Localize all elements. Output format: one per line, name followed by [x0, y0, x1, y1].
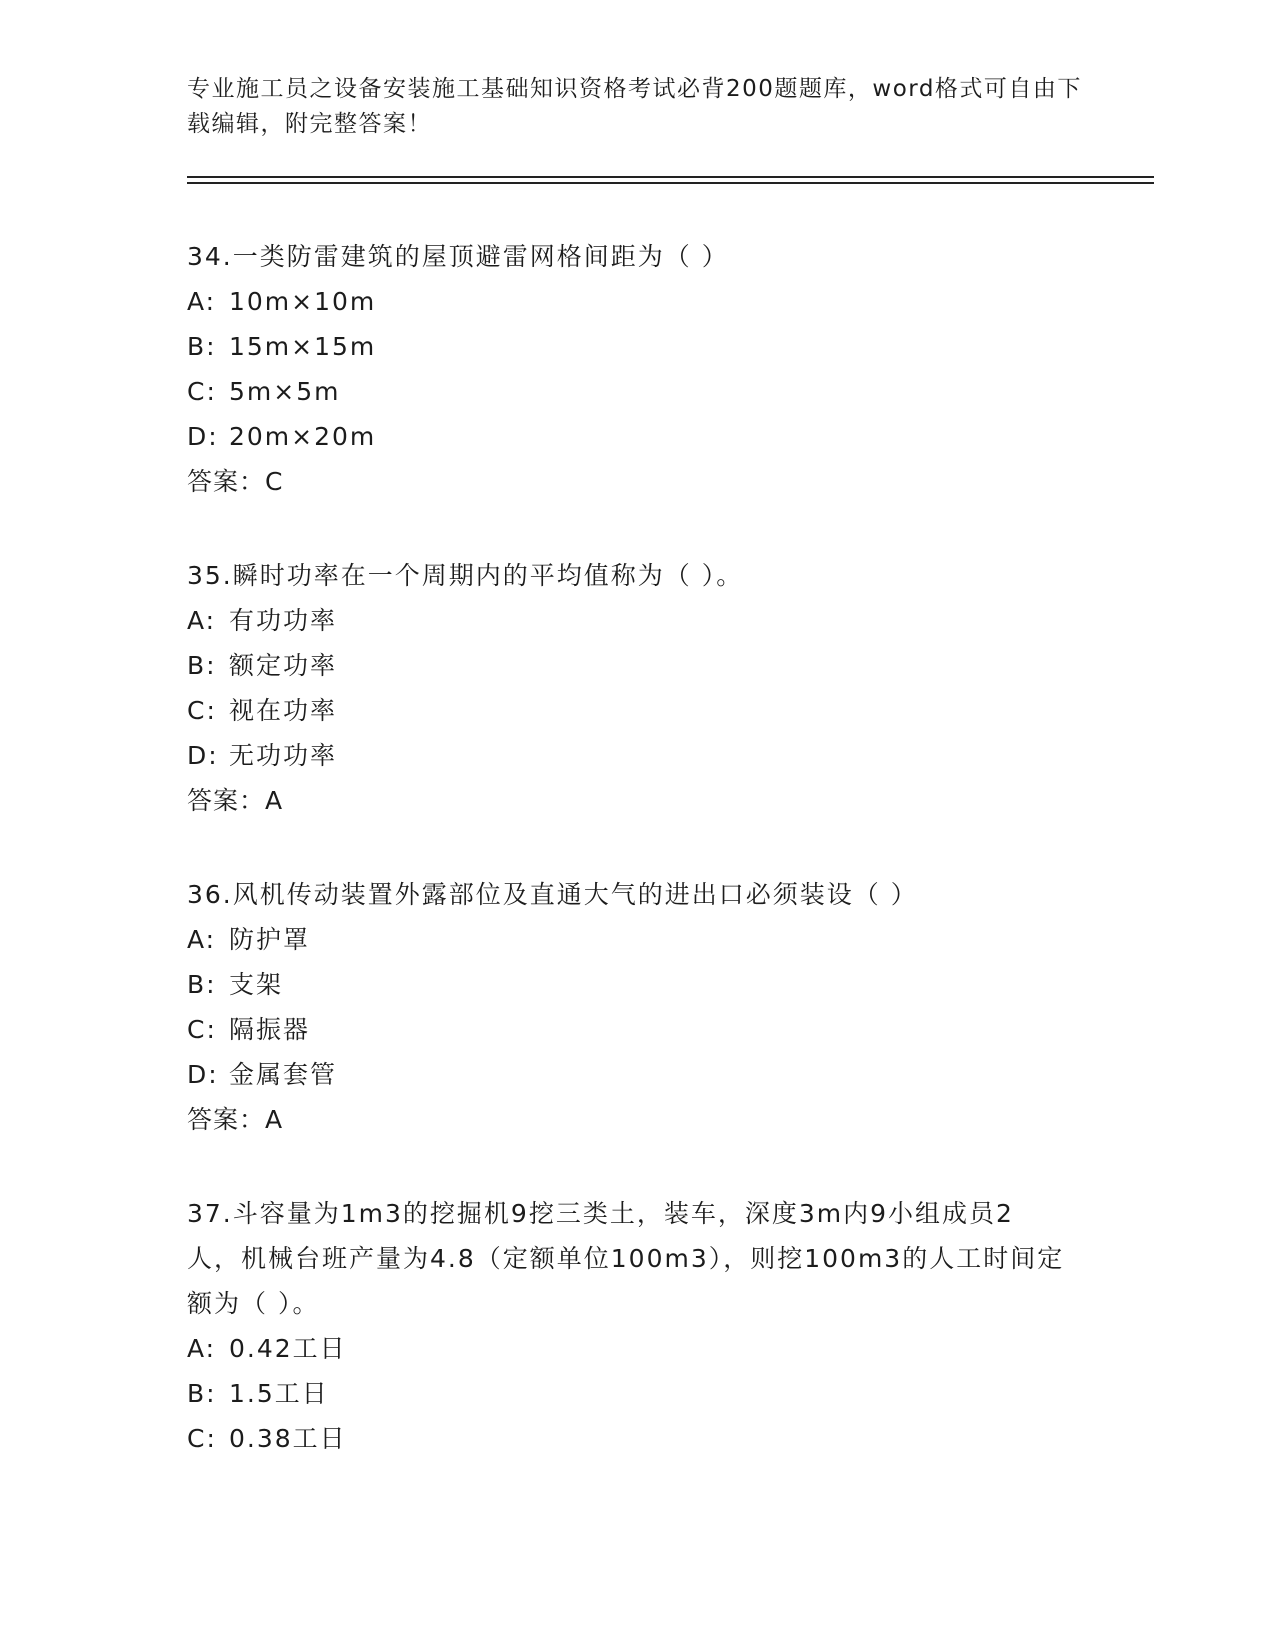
option-text: 隔振器	[229, 1015, 311, 1044]
option-text: 0.38工日	[229, 1424, 347, 1453]
option-letter: D:	[187, 1060, 219, 1089]
document-header	[187, 72, 1087, 142]
option-c	[187, 369, 1087, 414]
option-text: 5m×5m	[229, 377, 341, 406]
question-37	[187, 1191, 1087, 1461]
question-35	[187, 553, 1087, 823]
document-title: 专业施工员之设备安装施工基础知识资格考试必背200题题库，word格式可自由下载编辑，附完整答案！	[187, 76, 1082, 137]
option-b	[187, 643, 1087, 688]
question-text: 37.斗容量为1m3的挖掘机9挖三类土，装车，深度3m内9小组成员2人，机械台班产量为4.8（定额单位100m3），则挖100m3的人工时间定额为（ ）。	[187, 1199, 1065, 1318]
option-letter: A:	[187, 606, 217, 635]
option-text: 15m×15m	[229, 332, 377, 361]
option-d	[187, 1052, 1087, 1097]
option-text: 0.42工日	[229, 1334, 347, 1363]
option-text: 视在功率	[229, 696, 338, 725]
answer-line: 答案：A	[187, 1105, 284, 1134]
option-letter: B:	[187, 1379, 217, 1408]
option-text: 金属套管	[229, 1060, 338, 1089]
question-text: 36.风机传动装置外露部位及直通大气的进出口必须装设（ ）	[187, 880, 918, 909]
option-letter: D:	[187, 422, 219, 451]
option-d	[187, 414, 1087, 459]
option-letter: C:	[187, 1015, 217, 1044]
header-divider-top	[187, 176, 1154, 178]
option-c	[187, 688, 1087, 733]
option-letter: C:	[187, 377, 217, 406]
question-34	[187, 234, 1087, 504]
option-letter: A:	[187, 925, 217, 954]
option-text: 1.5工日	[229, 1379, 329, 1408]
answer-line: 答案：C	[187, 467, 284, 496]
header-divider-bottom	[187, 182, 1154, 184]
question-36	[187, 872, 1087, 1142]
option-a	[187, 279, 1087, 324]
option-letter: A:	[187, 1334, 217, 1363]
option-c	[187, 1416, 1087, 1461]
option-letter: C:	[187, 696, 217, 725]
option-letter: B:	[187, 970, 217, 999]
option-b	[187, 1371, 1087, 1416]
option-letter: B:	[187, 332, 217, 361]
question-text: 34.一类防雷建筑的屋顶避雷网格间距为（ ）	[187, 242, 729, 271]
option-text: 有功功率	[229, 606, 338, 635]
option-a	[187, 1326, 1087, 1371]
option-c	[187, 1007, 1087, 1052]
option-text: 20m×20m	[229, 422, 377, 451]
question-text: 35.瞬时功率在一个周期内的平均值称为（ ）。	[187, 561, 744, 590]
option-a	[187, 598, 1087, 643]
option-letter: B:	[187, 651, 217, 680]
option-text: 额定功率	[229, 651, 338, 680]
option-d	[187, 733, 1087, 778]
option-b	[187, 962, 1087, 1007]
option-letter: A:	[187, 287, 217, 316]
option-text: 10m×10m	[229, 287, 377, 316]
answer-line: 答案：A	[187, 786, 284, 815]
option-letter: C:	[187, 1424, 217, 1453]
option-text: 支架	[229, 970, 284, 999]
option-text: 无功功率	[229, 741, 338, 770]
option-b	[187, 324, 1087, 369]
option-a	[187, 917, 1087, 962]
option-text: 防护罩	[229, 925, 311, 954]
option-letter: D:	[187, 741, 219, 770]
